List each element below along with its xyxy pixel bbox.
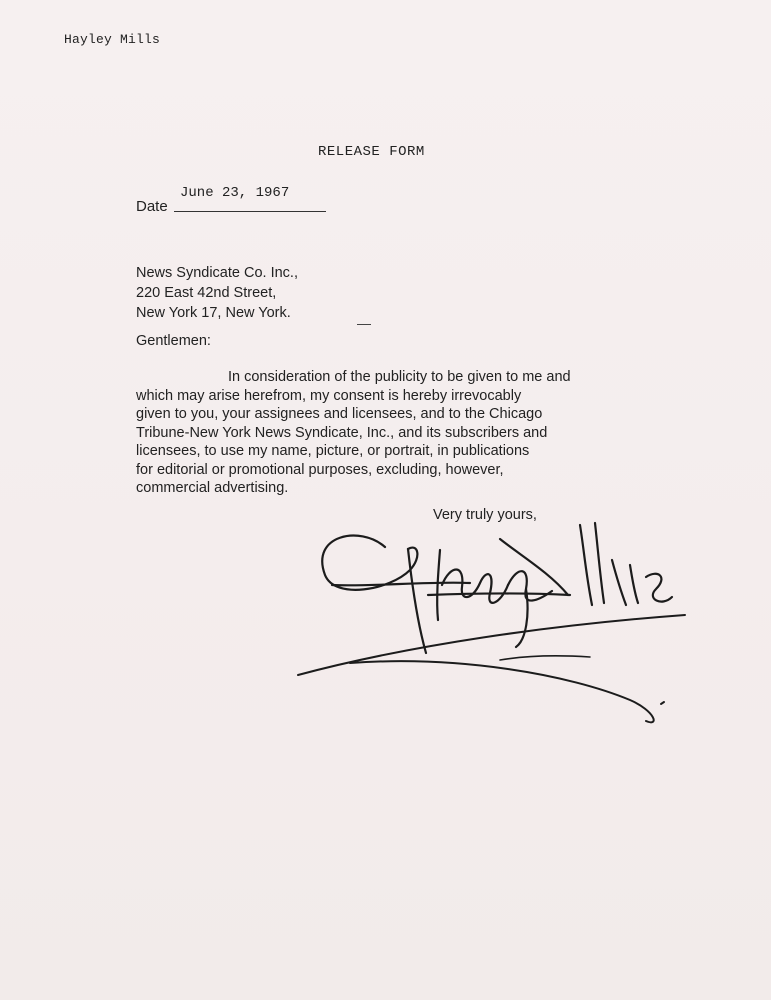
body-line: which may arise herefrom, my consent is hereby irrevocably	[136, 387, 522, 404]
body-line: commercial advertising.	[136, 480, 289, 496]
body-line: In consideration of the publicity to be given to me and	[228, 369, 571, 385]
handwritten-signature	[290, 505, 700, 735]
recipient-address	[136, 263, 298, 323]
body-line: Tribune-New York News Syndicate, Inc., and its subscribers and	[136, 424, 548, 441]
header-name: Hayley Mills	[64, 32, 161, 47]
salutation: Gentlemen:	[136, 333, 211, 349]
date-value: June 23, 1967	[180, 185, 290, 201]
address-line: 220 East 42nd Street,	[136, 285, 277, 301]
stray-dash-mark	[357, 324, 371, 325]
address-line: News Syndicate Co. Inc.,	[136, 265, 298, 281]
body-paragraph	[136, 368, 571, 498]
address-line: New York 17, New York.	[136, 305, 291, 321]
body-line: for editorial or promotional purposes, excluding, however,	[136, 461, 504, 478]
date-label: Date	[136, 198, 168, 215]
date-underline	[174, 211, 326, 212]
document-title: RELEASE FORM	[318, 144, 425, 160]
closing: Very truly yours,	[433, 507, 537, 523]
body-line: given to you, your assignees and licensees, and to the Chicago	[136, 406, 543, 422]
body-line: licensees, to use my name, picture, or portrait, in publications	[136, 443, 530, 459]
